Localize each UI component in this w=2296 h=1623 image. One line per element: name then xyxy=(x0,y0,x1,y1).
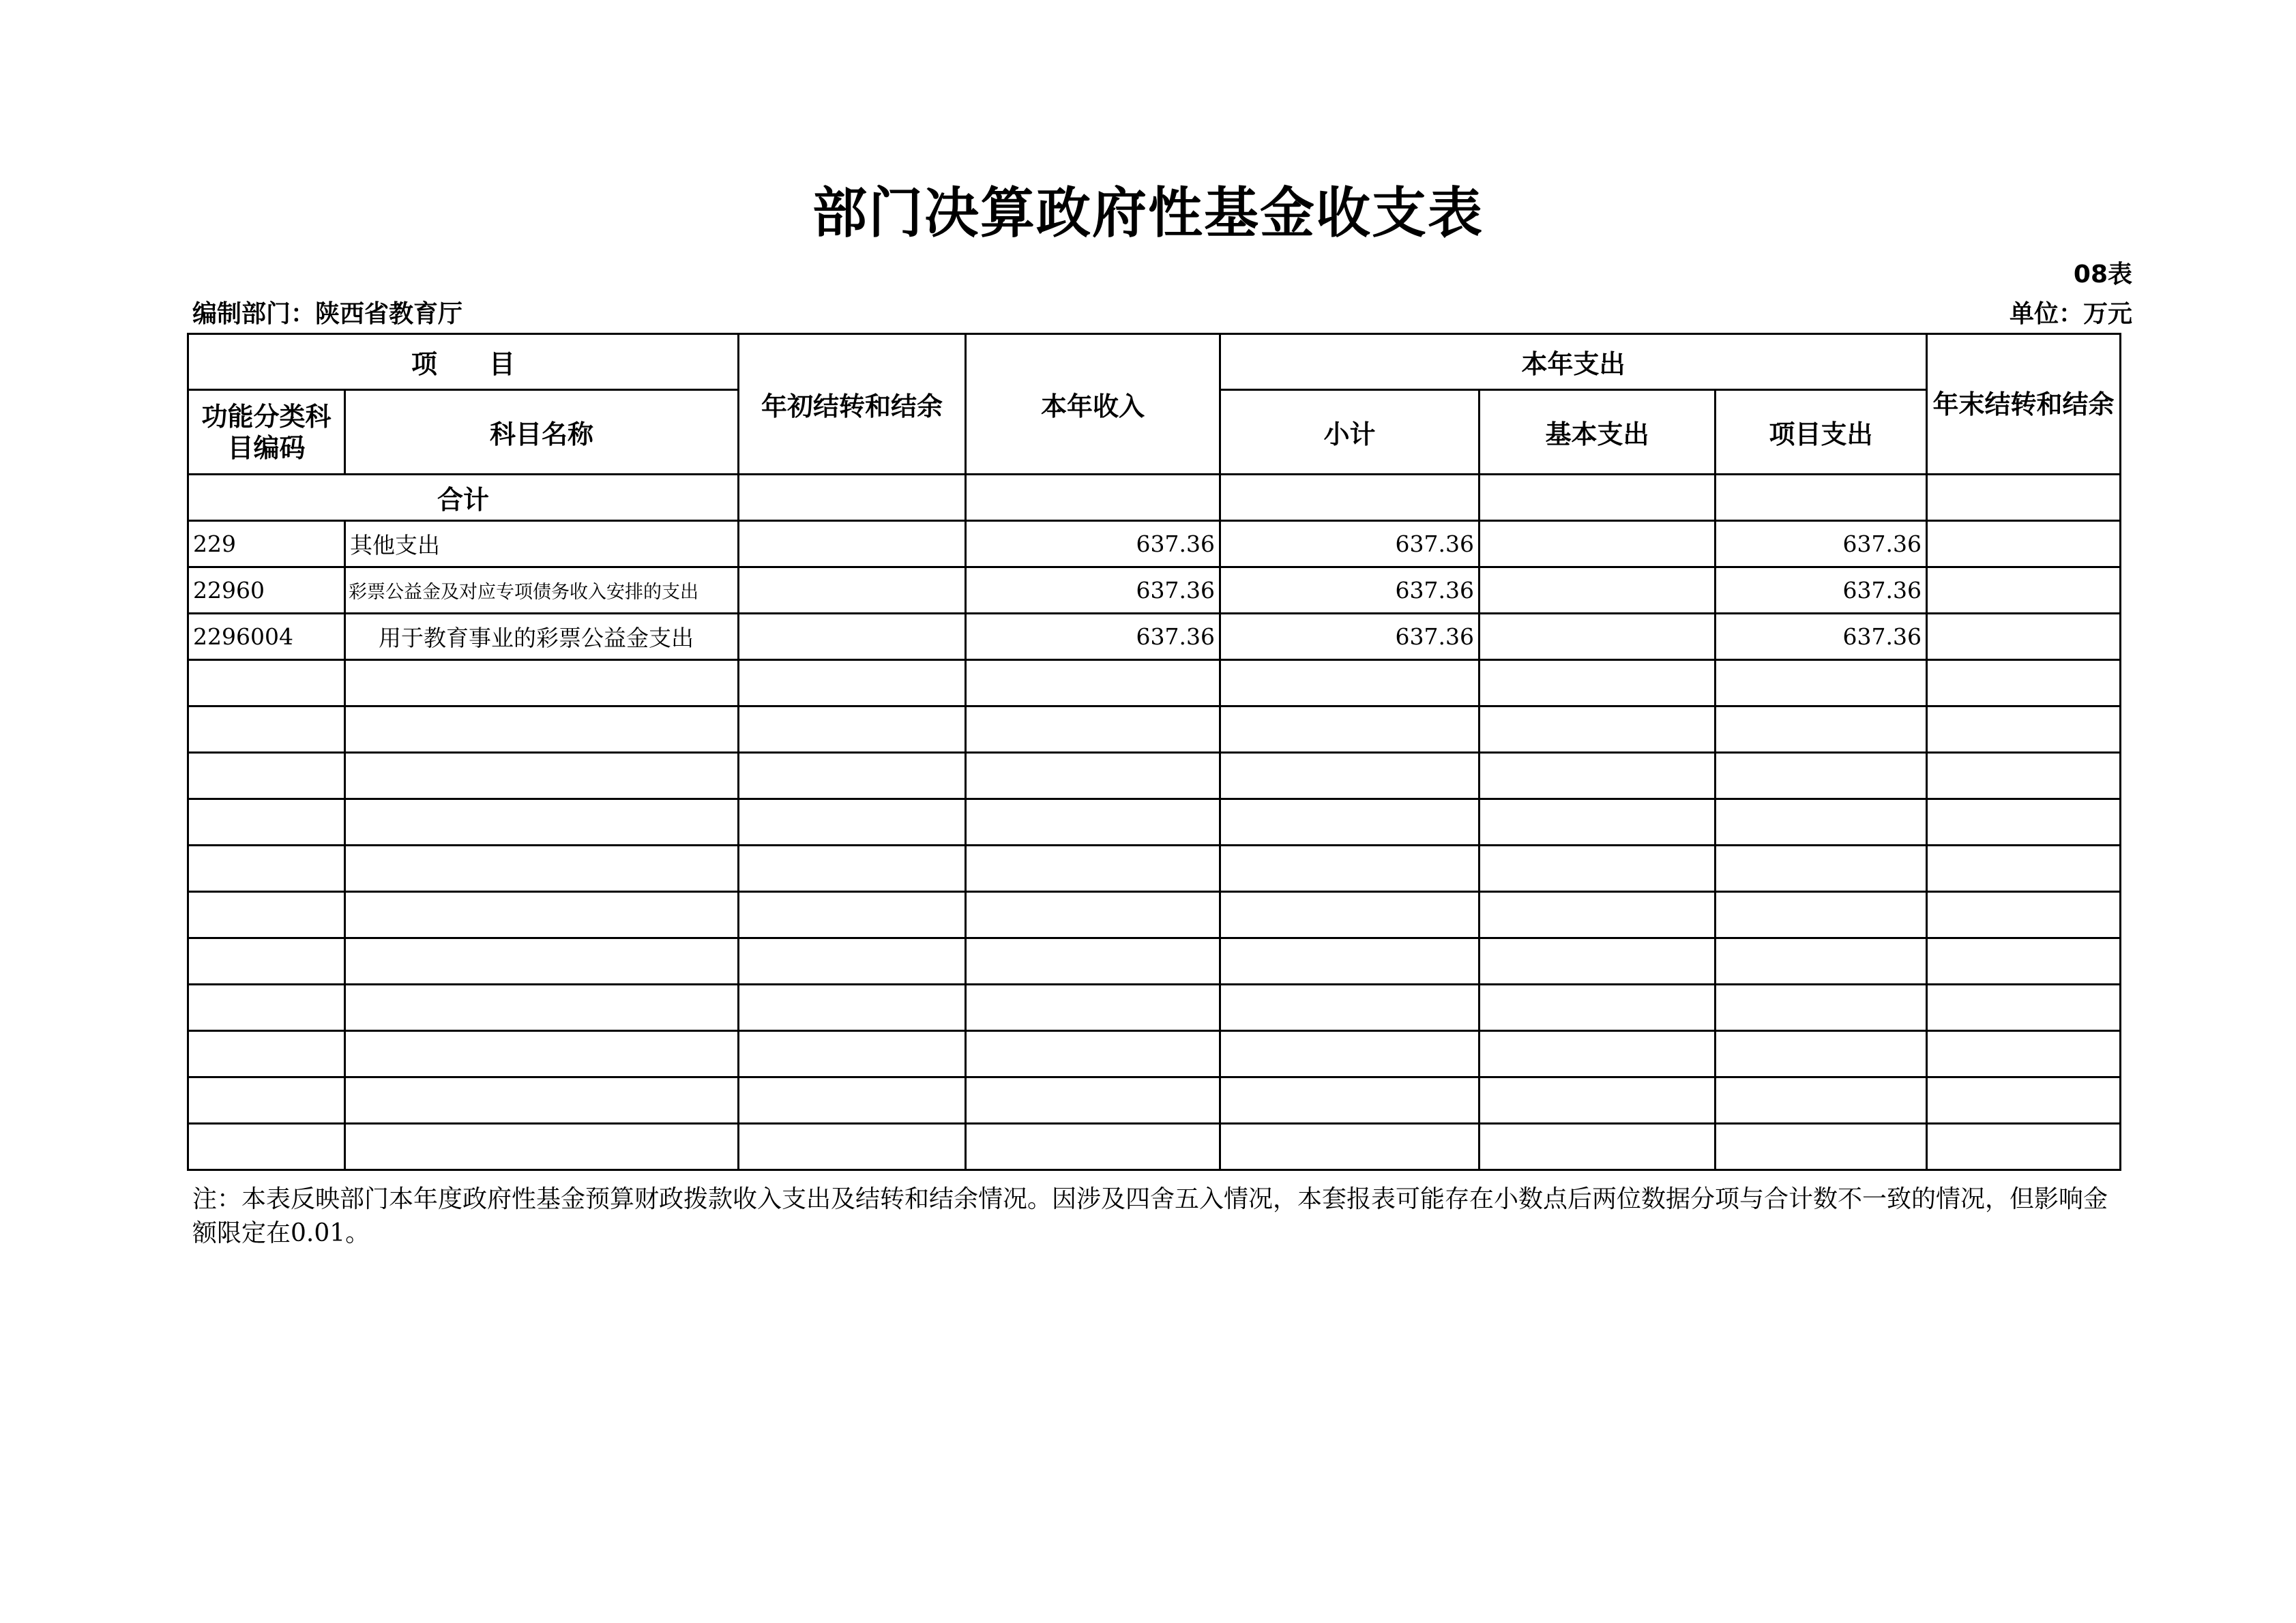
empty-cell xyxy=(345,846,739,892)
empty-cell xyxy=(1927,1077,2121,1124)
empty-cell xyxy=(1716,1124,1927,1170)
empty-cell xyxy=(966,706,1220,753)
row-subtotal: 637.36 xyxy=(1220,567,1480,614)
page-title: 部门决算政府性基金收支表 xyxy=(812,181,1484,245)
empty-cell xyxy=(739,1031,966,1077)
empty-cell xyxy=(1927,706,2121,753)
empty-cell xyxy=(1220,846,1480,892)
empty-cell xyxy=(1927,1031,2121,1077)
empty-cell xyxy=(188,799,345,846)
header-name: 科目名称 xyxy=(345,390,739,475)
department-label: 编制部门：陕西省教育厅 xyxy=(192,300,463,328)
empty-cell xyxy=(739,938,966,985)
empty-cell xyxy=(1716,892,1927,938)
empty-cell xyxy=(966,846,1220,892)
empty-cell xyxy=(739,892,966,938)
row-basic xyxy=(1480,567,1716,614)
empty-cell xyxy=(345,1124,739,1170)
empty-cell xyxy=(739,985,966,1031)
empty-cell xyxy=(345,706,739,753)
empty-cell xyxy=(345,1031,739,1077)
empty-cell xyxy=(966,892,1220,938)
row-code: 2296004 xyxy=(188,614,345,660)
empty-cell xyxy=(966,1077,1220,1124)
empty-cell xyxy=(1220,1031,1480,1077)
row-opening xyxy=(739,614,966,660)
empty-row xyxy=(188,753,2121,799)
empty-cell xyxy=(1927,1124,2121,1170)
empty-cell xyxy=(1480,799,1716,846)
empty-cell xyxy=(188,1124,345,1170)
empty-row xyxy=(188,1031,2121,1077)
header-income: 本年收入 xyxy=(966,334,1220,475)
empty-cell xyxy=(1716,1031,1927,1077)
empty-cell xyxy=(345,660,739,706)
empty-cell xyxy=(1220,1124,1480,1170)
empty-cell xyxy=(739,706,966,753)
empty-cell xyxy=(739,846,966,892)
empty-row xyxy=(188,706,2121,753)
row-income: 637.36 xyxy=(966,567,1220,614)
row-basic xyxy=(1480,521,1716,567)
empty-cell xyxy=(188,938,345,985)
empty-cell xyxy=(1480,938,1716,985)
fund-table xyxy=(187,333,2121,1171)
empty-cell xyxy=(345,892,739,938)
header-basic: 基本支出 xyxy=(1480,390,1716,475)
footnote: 注：本表反映部门本年度政府性基金预算财政拨款收入支出及结转和结余情况。因涉及四舍五入情况，本套报表可能存在小数点后两位数据分项与合计数不一致的情况，但影响金额限定在0.01。 xyxy=(192,1185,2108,1247)
row-code: 229 xyxy=(188,521,345,567)
header-opening-balance: 年初结转和结余 xyxy=(739,334,966,475)
empty-cell xyxy=(966,938,1220,985)
empty-cell xyxy=(1716,706,1927,753)
empty-row xyxy=(188,985,2121,1031)
empty-cell xyxy=(1716,753,1927,799)
empty-cell xyxy=(739,1124,966,1170)
row-name: 其他支出 xyxy=(345,521,739,567)
empty-cell xyxy=(739,799,966,846)
empty-cell xyxy=(966,660,1220,706)
empty-cell xyxy=(1927,938,2121,985)
empty-cell xyxy=(1716,938,1927,985)
empty-row xyxy=(188,846,2121,892)
empty-row xyxy=(188,1124,2121,1170)
empty-cell xyxy=(188,660,345,706)
empty-cell xyxy=(1716,985,1927,1031)
empty-cell xyxy=(1480,753,1716,799)
empty-cell xyxy=(1220,660,1480,706)
empty-cell xyxy=(345,753,739,799)
empty-cell xyxy=(1716,846,1927,892)
header-subtotal: 小计 xyxy=(1220,390,1480,475)
empty-cell xyxy=(188,985,345,1031)
table-row xyxy=(188,567,2121,614)
empty-cell xyxy=(966,799,1220,846)
row-opening xyxy=(739,521,966,567)
empty-cell xyxy=(345,985,739,1031)
empty-cell xyxy=(1480,1077,1716,1124)
table-row xyxy=(188,521,2121,567)
row-subtotal: 637.36 xyxy=(1220,614,1480,660)
header-item: 项 目 xyxy=(188,334,739,390)
empty-cell xyxy=(1220,753,1480,799)
row-subtotal: 637.36 xyxy=(1220,521,1480,567)
empty-cell xyxy=(1927,985,2121,1031)
empty-cell xyxy=(1220,1077,1480,1124)
empty-cell xyxy=(188,1031,345,1077)
empty-cell xyxy=(188,892,345,938)
header-project: 项目支出 xyxy=(1716,390,1927,475)
empty-cell xyxy=(1927,799,2121,846)
header-closing-balance: 年末结转和结余 xyxy=(1927,334,2121,475)
empty-cell xyxy=(1927,892,2121,938)
empty-row xyxy=(188,799,2121,846)
row-closing xyxy=(1927,521,2121,567)
empty-cell xyxy=(1716,660,1927,706)
empty-cell xyxy=(1480,985,1716,1031)
empty-cell xyxy=(739,753,966,799)
empty-cell xyxy=(1480,892,1716,938)
row-income: 637.36 xyxy=(966,521,1220,567)
empty-cell xyxy=(1480,1124,1716,1170)
empty-row xyxy=(188,1077,2121,1124)
empty-cell xyxy=(1716,1077,1927,1124)
row-basic xyxy=(1480,614,1716,660)
unit-label: 单位：万元 xyxy=(2009,300,2132,328)
empty-cell xyxy=(188,706,345,753)
empty-cell xyxy=(1927,753,2121,799)
empty-cell xyxy=(1220,892,1480,938)
row-opening xyxy=(739,567,966,614)
empty-cell xyxy=(1220,799,1480,846)
row-name: 彩票公益金及对应专项债务收入安排的支出 xyxy=(345,567,739,614)
empty-cell xyxy=(739,660,966,706)
table-number: 08表 xyxy=(2073,260,2132,288)
empty-cell xyxy=(1480,1031,1716,1077)
empty-cell xyxy=(966,753,1220,799)
empty-row xyxy=(188,892,2121,938)
empty-cell xyxy=(345,799,739,846)
empty-cell xyxy=(1220,985,1480,1031)
row-code: 22960 xyxy=(188,567,345,614)
row-project: 637.36 xyxy=(1716,567,1927,614)
row-income: 637.36 xyxy=(966,614,1220,660)
row-project: 637.36 xyxy=(1716,521,1927,567)
empty-cell xyxy=(345,1077,739,1124)
empty-cell xyxy=(966,985,1220,1031)
empty-cell xyxy=(1480,846,1716,892)
row-name: 用于教育事业的彩票公益金支出 xyxy=(345,614,739,660)
empty-cell xyxy=(1480,660,1716,706)
total-label: 合计 xyxy=(188,475,739,521)
empty-cell xyxy=(188,1077,345,1124)
empty-cell xyxy=(1716,799,1927,846)
empty-cell xyxy=(739,1077,966,1124)
total-row xyxy=(188,475,2121,521)
empty-cell xyxy=(345,938,739,985)
empty-cell xyxy=(1220,706,1480,753)
empty-cell xyxy=(1927,846,2121,892)
empty-cell xyxy=(1927,660,2121,706)
empty-cell xyxy=(188,753,345,799)
row-closing xyxy=(1927,567,2121,614)
empty-row xyxy=(188,660,2121,706)
row-project: 637.36 xyxy=(1716,614,1927,660)
header-code: 功能分类科目编码 xyxy=(188,390,345,475)
header-expenditure: 本年支出 xyxy=(1220,334,1927,390)
empty-cell xyxy=(188,846,345,892)
row-closing xyxy=(1927,614,2121,660)
empty-cell xyxy=(1480,706,1716,753)
empty-cell xyxy=(966,1124,1220,1170)
empty-cell xyxy=(1220,938,1480,985)
table-row xyxy=(188,614,2121,660)
empty-cell xyxy=(966,1031,1220,1077)
empty-row xyxy=(188,938,2121,985)
